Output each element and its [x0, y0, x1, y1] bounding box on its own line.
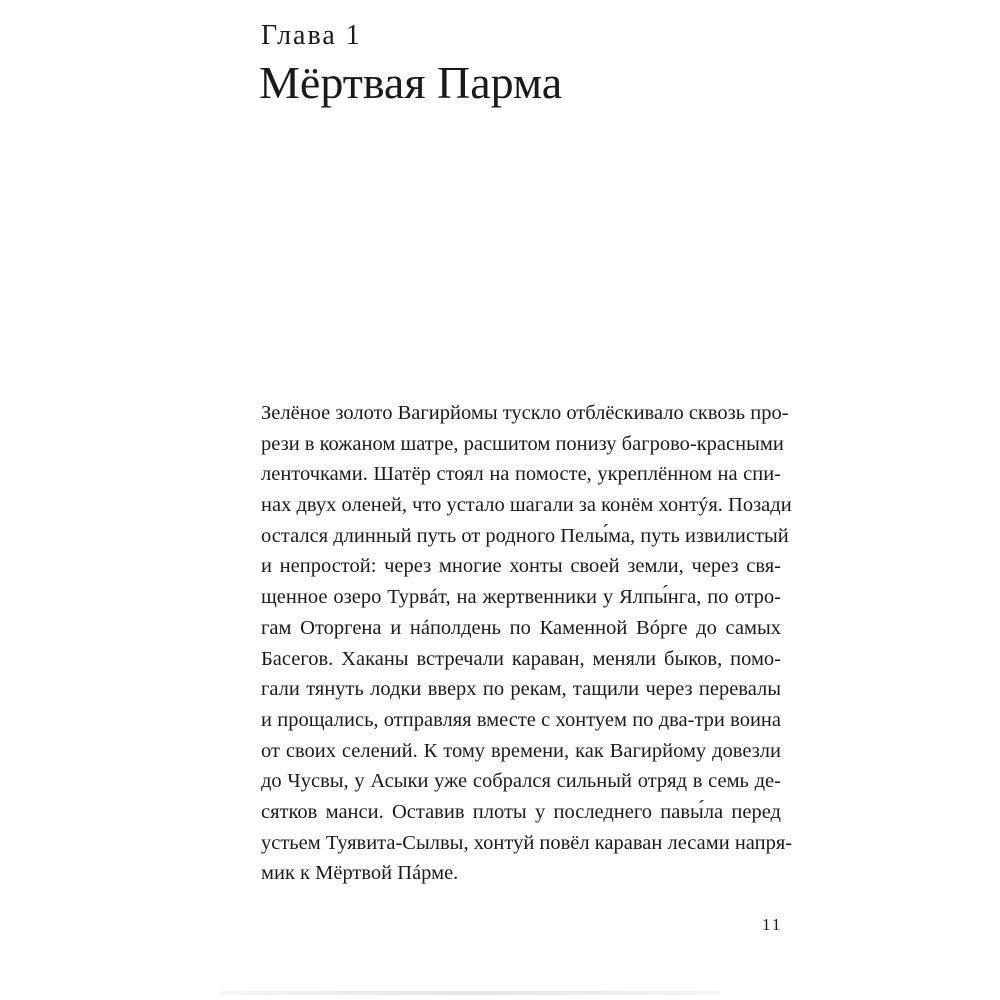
body-line: гали тянуть лодки вверх по рекам, тащили через перевалы [261, 678, 781, 701]
body-line: Басегов. Хаканы встречали караван, меняли быков, помо- [261, 647, 781, 670]
page-number: 11 [762, 915, 783, 934]
body-line: и прощались, отправляя вместе с хонтуем по два-три воина [261, 708, 781, 731]
body-line: нах двух оленей, что устало шагали за конём хонтýя. Позади [261, 494, 792, 517]
body-line: и непростой: через многие хонты своей земли, через свя- [261, 555, 781, 578]
body-line: сятков манси. Оставив плоты у последнего павы́ла перед [261, 800, 781, 823]
body-line: от своих селений. К тому времени, как Вагирйому довезли [261, 739, 781, 762]
body-line: Зелёное золото Вагирйомы тускло отблёскивало сквозь про- [261, 402, 789, 424]
body-line: гам Оторгена и нáполдень по Каменной Вóрге до самых [261, 616, 781, 639]
body-line: мик к Мёртвой Пáрме. [261, 862, 459, 885]
body-line: рези в кожаном шатре, расшитом понизу багрово-красными [261, 432, 784, 455]
body-paragraph [261, 398, 793, 889]
chapter-label: Глава 1 [261, 20, 362, 51]
body-line: остался длинный путь от родного Пелы́ма, путь извилистый [261, 524, 789, 547]
body-line: ленточками. Шатёр стоял на помосте, укреплённом на спи- [261, 463, 781, 486]
body-line: щенное озеро Турвáт, на жертвенники у Ялпы́нга, по отро- [261, 586, 781, 609]
bleed-through-strip [220, 991, 720, 995]
chapter-title: Мёртвая Парма [259, 57, 563, 108]
body-line: до Чусвы, у Асыки уже собрался сильный отряд в семь де- [261, 770, 781, 793]
body-line: устьем Туявита-Сылвы, хонтуй повёл караван лесами напря- [261, 831, 793, 854]
